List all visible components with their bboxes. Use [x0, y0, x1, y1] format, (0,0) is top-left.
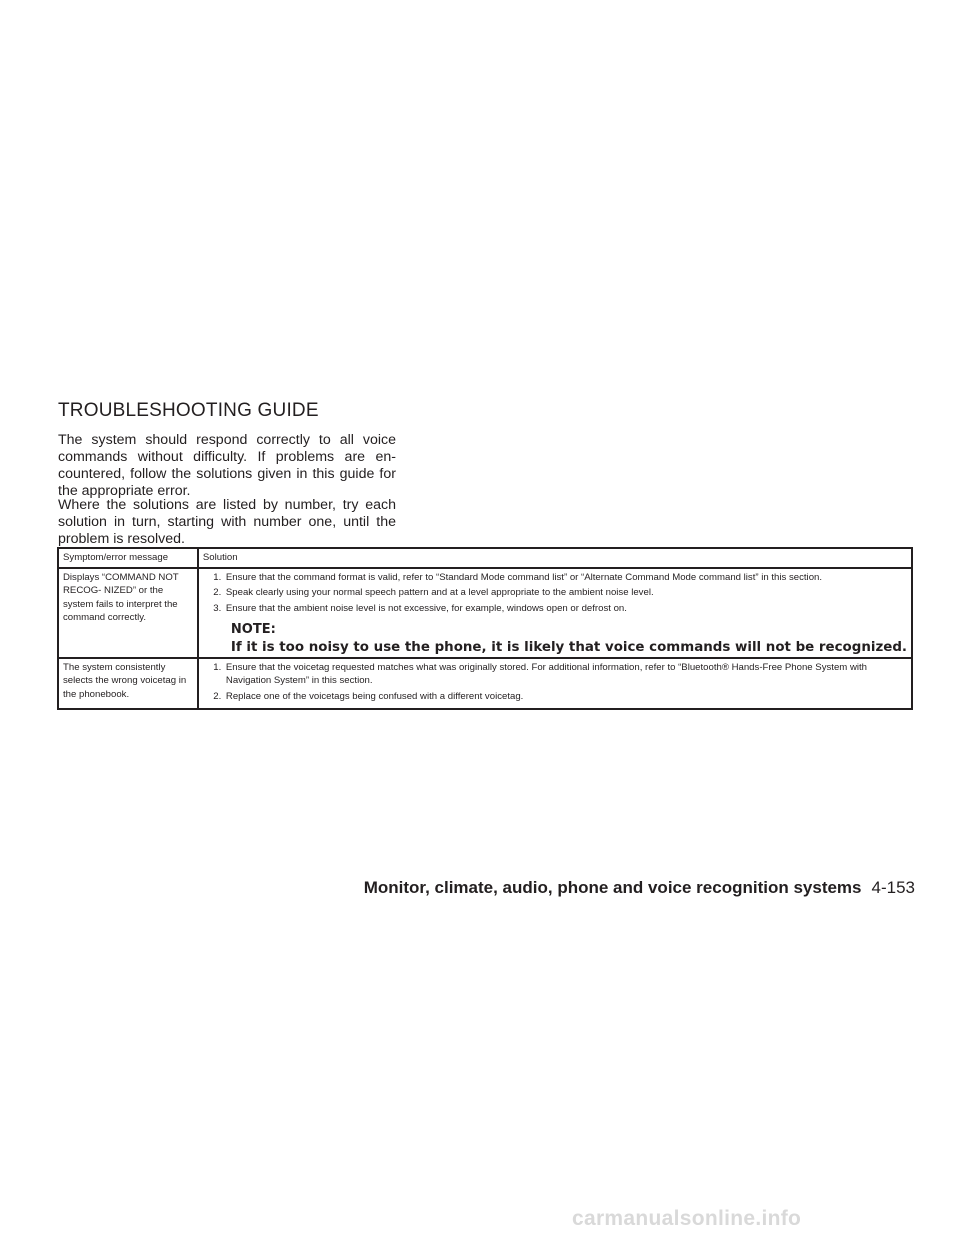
page-footer — [364, 878, 915, 898]
watermark: carmanualsonline.info — [572, 1207, 802, 1230]
note-label: NOTE: — [230, 621, 276, 637]
header-solution: Solution — [198, 548, 912, 568]
solution-step: 1. Ensure that the voicetag requested matches what was originally stored. For additional information, refer to “Bluetooth® Hands-Free Phone System with Navigation System” in this section. — [224, 661, 907, 687]
solution-step: 2. Speak clearly using your normal speech pattern and at a level appropriate to the ambient noise level. — [224, 586, 907, 599]
intro-paragraph: The system should respond correctly to all voice commands without difficulty. If problems are en- countered, follow the solutions given in this guide for the appropriate error. — [58, 432, 396, 499]
symptom-cell: The system consistently selects the wrong voicetag in the phonebook. — [58, 658, 198, 709]
solution-cell — [198, 658, 912, 709]
section-heading: TROUBLESHOOTING GUIDE — [58, 400, 319, 421]
table-header-row — [58, 548, 912, 568]
symptom-cell: Displays “COMMAND NOT RECOG- NIZED” or the system fails to interpret the command correctly. — [58, 568, 198, 658]
solution-step: 1. Ensure that the command format is valid, refer to “Standard Mode command list” or “Alternate Command Mode command list” in this section. — [224, 571, 907, 584]
footer-section-title: Monitor, climate, audio, phone and voice recognition systems — [363, 878, 862, 897]
solution-step: 3. Ensure that the ambient noise level is not excessive, for example, windows open or defrost on. — [224, 602, 907, 615]
solution-cell — [198, 568, 912, 658]
header-symptom: Symptom/error message — [58, 548, 198, 568]
troubleshooting-table — [57, 547, 913, 710]
solution-step: 2. Replace one of the voicetags being confused with a different voicetag. — [224, 690, 907, 703]
solution-steps — [203, 571, 907, 615]
solution-steps — [203, 661, 907, 703]
table-row — [58, 568, 912, 658]
table-row — [58, 658, 912, 709]
page-number: 4-153 — [871, 878, 915, 897]
intro-paragraph: Where the solutions are listed by number, try each solution in turn, starting with number one, until the problem is resolved. — [58, 497, 396, 547]
note-text: If it is too noisy to use the phone, it is likely that voice commands will not be recognized. — [230, 640, 907, 656]
